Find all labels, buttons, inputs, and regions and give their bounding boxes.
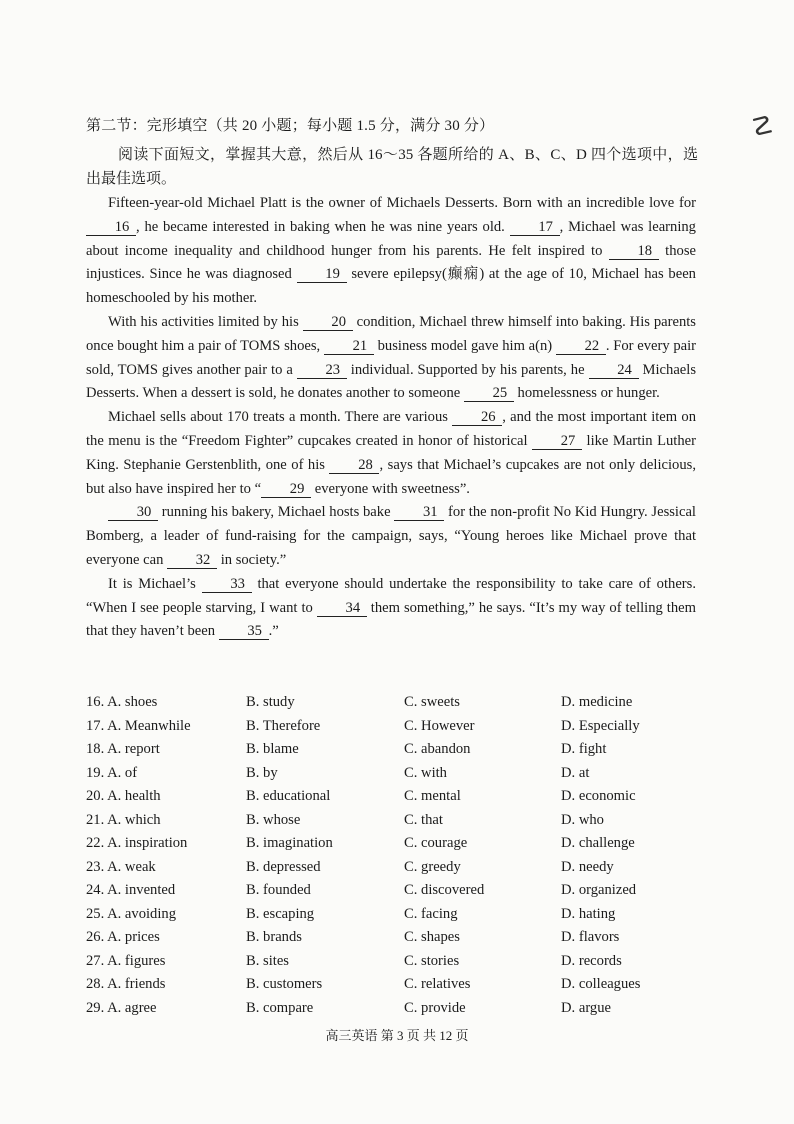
- option-a: 21. A. which: [86, 811, 161, 828]
- option-a: 27. A. figures: [86, 952, 166, 969]
- option-d: D. hating: [561, 905, 616, 922]
- text: , says that Michael’s cupcakes are not only delicious, but also have inspired her to “: [86, 456, 696, 497]
- text: running his bakery, Michael hosts bake: [161, 504, 391, 521]
- option-row-17: [86, 715, 706, 739]
- blank-35: 35: [219, 623, 269, 640]
- option-c: C. stories: [404, 952, 460, 969]
- option-a: 22. A. inspiration: [86, 835, 188, 852]
- blank-23: 23: [297, 362, 347, 379]
- option-c: C. that: [404, 811, 443, 828]
- option-a: 17. A. Meanwhile: [86, 717, 191, 734]
- paragraph-5: [86, 573, 696, 644]
- option-d: D. at: [561, 764, 590, 781]
- option-a: 26. A. prices: [86, 929, 160, 946]
- paragraph-3: [86, 406, 696, 501]
- option-row-21: [86, 809, 706, 833]
- option-b: B. Therefore: [246, 717, 321, 734]
- text: them something,” he says. “It’s my way of telling them that they haven’t been: [86, 599, 696, 640]
- option-row-19: [86, 762, 706, 786]
- text: like Martin Luther King. Stephanie Gerstenblith, one of his: [86, 432, 696, 473]
- text: in society.”: [220, 551, 287, 568]
- text: homelessness or hunger.: [517, 385, 660, 402]
- blank-22: 22: [556, 338, 606, 355]
- blank-34: 34: [317, 600, 367, 617]
- text: individual. Supported by his parents, he: [350, 361, 585, 378]
- handwritten-mark-icon: ☡: [750, 112, 774, 141]
- option-c: C. sweets: [404, 694, 460, 711]
- option-a: 19. A. of: [86, 764, 138, 781]
- blank-30: 30: [108, 504, 158, 521]
- text: those injustices. Since he was diagnosed: [86, 242, 696, 283]
- option-row-27: [86, 950, 706, 974]
- blank-17: 17: [510, 219, 560, 236]
- option-a: 23. A. weak: [86, 858, 156, 875]
- option-row-20: [86, 785, 706, 809]
- paragraph-1: [86, 192, 696, 311]
- option-row-25: [86, 903, 706, 927]
- option-b: B. founded: [246, 882, 311, 899]
- paragraph-2: [86, 311, 696, 406]
- option-d: D. economic: [561, 788, 636, 805]
- option-row-16: [86, 691, 706, 715]
- section-title: 第二节：完形填空（共 20 小题；每小题 1.5 分，满分 30 分）: [86, 118, 495, 134]
- blank-21: 21: [324, 338, 374, 355]
- blank-26: 26: [452, 409, 502, 426]
- blank-18: 18: [609, 243, 659, 260]
- blank-31: 31: [394, 504, 444, 521]
- option-d: D. Especially: [561, 717, 640, 734]
- blank-24: 24: [589, 362, 639, 379]
- option-row-22: [86, 832, 706, 856]
- option-b: B. compare: [246, 999, 314, 1016]
- option-a: 25. A. avoiding: [86, 905, 176, 922]
- option-a: 20. A. health: [86, 788, 161, 805]
- option-d: D. needy: [561, 858, 614, 875]
- blank-28: 28: [329, 457, 379, 474]
- option-c: C. shapes: [404, 929, 460, 946]
- option-row-29: [86, 997, 706, 1021]
- option-row-28: [86, 973, 706, 997]
- option-d: D. flavors: [561, 929, 620, 946]
- text: condition, Michael threw himself into baking. His parents once bought him a pair of TOMS shoes,: [86, 313, 696, 354]
- text: , he became interested in baking when he was nine years old.: [136, 218, 505, 235]
- option-d: D. who: [561, 811, 604, 828]
- option-row-18: [86, 738, 706, 762]
- text: severe epilepsy(癫痫) at the age of 10, Michael has been homeschooled by his mother.: [86, 266, 696, 307]
- option-b: B. brands: [246, 929, 302, 946]
- option-b: B. customers: [246, 976, 323, 993]
- option-c: C. mental: [404, 788, 461, 805]
- option-c: C. facing: [404, 905, 458, 922]
- option-d: D. challenge: [561, 835, 635, 852]
- blank-29: 29: [261, 481, 311, 498]
- option-b: B. imagination: [246, 835, 333, 852]
- blank-20: 20: [303, 314, 353, 331]
- paragraph-4: [86, 501, 696, 572]
- text: With his activities limited by his: [108, 313, 299, 330]
- option-row-26: [86, 926, 706, 950]
- text: for the non-profit No Kid Hungry. Jessical Bomberg, a leader of fund-raising for the campaign, says, “Young heroes like Michael prove that everyone can: [86, 504, 696, 568]
- text: Fifteen-year-old Michael Platt is the owner of Michaels Desserts. Born with an incredible love for: [108, 195, 696, 211]
- option-a: 16. A. shoes: [86, 694, 158, 711]
- page-footer: 高三英语 第 3 页 共 12 页: [325, 1028, 469, 1043]
- text: that everyone should undertake the responsibility to take care of others. “When I see people starving, I want to: [86, 575, 696, 616]
- option-d: D. argue: [561, 999, 611, 1016]
- text: . For every pair sold, TOMS gives another pair to a: [86, 337, 697, 378]
- instructions: 阅读下面短文，掌握其大意，然后从 16～35 各题所给的 A、B、C、D 四个选项中，选出最佳选项。: [86, 147, 698, 187]
- option-c: C. relatives: [404, 976, 471, 993]
- option-b: B. educational: [246, 788, 331, 805]
- text: business model gave him a(n): [377, 337, 553, 354]
- option-row-24: [86, 879, 706, 903]
- text: Michael sells about 170 treats a month. There are various: [108, 409, 448, 426]
- blank-16: 16: [86, 219, 136, 236]
- option-a: 29. A. agree: [86, 999, 157, 1016]
- option-b: B. sites: [246, 952, 289, 969]
- blank-19: 19: [297, 266, 347, 283]
- option-d: D. medicine: [561, 694, 633, 711]
- text: Michaels Desserts. When a dessert is sold, he donates another to someone: [86, 361, 697, 402]
- option-b: B. escaping: [246, 905, 315, 922]
- option-c: C. courage: [404, 835, 468, 852]
- blank-25: 25: [464, 385, 514, 402]
- option-c: C. discovered: [404, 882, 485, 899]
- option-b: B. by: [246, 764, 278, 781]
- option-a: 28. A. friends: [86, 976, 166, 993]
- text: , Michael was learning about income inequality and childhood hunger from his parents. He felt inspired to: [86, 218, 696, 259]
- text: .”: [268, 623, 279, 640]
- option-a: 24. A. invented: [86, 882, 176, 899]
- text: It is Michael’s: [108, 575, 196, 592]
- cloze-passage: [86, 192, 696, 644]
- answer-options: [86, 691, 706, 1020]
- option-b: B. blame: [246, 741, 299, 758]
- option-d: D. colleagues: [561, 976, 641, 993]
- text: , and the most important item on the menu is the “Freedom Fighter” cupcakes created in honor of historical: [86, 409, 696, 449]
- option-c: C. However: [404, 717, 475, 734]
- option-b: B. study: [246, 694, 295, 711]
- option-b: B. whose: [246, 811, 301, 828]
- option-c: C. greedy: [404, 858, 461, 875]
- text: everyone with sweetness”.: [314, 480, 470, 497]
- option-d: D. organized: [561, 882, 637, 899]
- option-row-23: [86, 856, 706, 880]
- blank-33: 33: [202, 576, 252, 593]
- blank-32: 32: [167, 552, 217, 569]
- option-c: C. provide: [404, 999, 466, 1016]
- option-d: D. fight: [561, 741, 607, 758]
- option-a: 18. A. report: [86, 741, 160, 758]
- option-d: D. records: [561, 952, 622, 969]
- option-c: C. with: [404, 764, 447, 781]
- blank-27: 27: [532, 433, 582, 450]
- option-c: C. abandon: [404, 741, 471, 758]
- option-b: B. depressed: [246, 858, 321, 875]
